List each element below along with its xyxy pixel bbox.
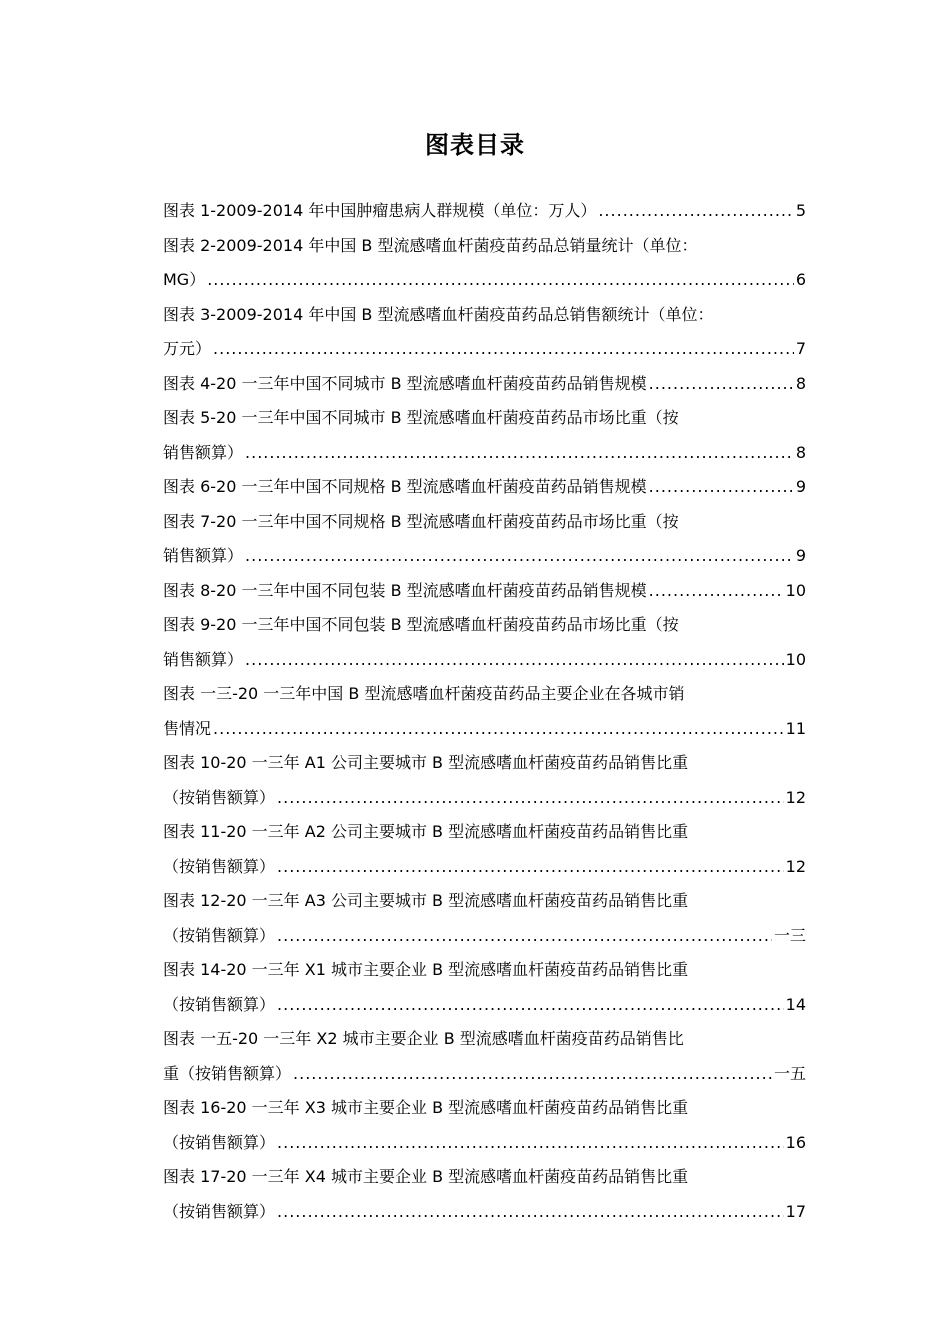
toc-dot-leader (207, 263, 794, 298)
toc-entry-last-line (163, 919, 806, 954)
toc-page-number: 16 (785, 1132, 806, 1152)
toc-page-number: 12 (785, 856, 806, 876)
toc-entry-line: 图表 一五-20 一三年 X2 城市主要企业 B 型流感嗜血杆菌疫苗药品销售比 (163, 1029, 684, 1048)
toc-entry-text: （按销售额算） (163, 925, 276, 945)
toc-entry-last-line (163, 1195, 806, 1230)
toc-entry-last-line (163, 643, 806, 678)
toc-dot-leader (245, 643, 784, 678)
toc-page-number: 17 (785, 1201, 806, 1221)
toc-dot-leader (245, 436, 794, 471)
toc-entry[interactable] (163, 194, 806, 229)
toc-page-number: 9 (795, 546, 806, 565)
toc-entry-last-line (163, 712, 806, 747)
toc-entry-last-line (163, 367, 806, 402)
toc-entry-line: 图表 3-2009-2014 年中国 B 型流感嗜血杆菌疫苗药品总销售额统计（单位： (163, 304, 714, 324)
toc-page-number: 10 (785, 580, 806, 600)
toc-dot-leader (277, 1195, 784, 1230)
toc-entry-text: （按销售额算） (163, 787, 276, 807)
toc-entry-last-line (163, 574, 806, 609)
toc-entry-line: 图表 14-20 一三年 X1 城市主要企业 B 型流感嗜血杆菌疫苗药品销售比重 (163, 960, 689, 979)
toc-entry-text: 售情况 (163, 718, 212, 738)
toc-entry-line: 图表 16-20 一三年 X3 城市主要企业 B 型流感嗜血杆菌疫苗药品销售比重 (163, 1098, 689, 1117)
toc-entry-text: 图表 1-2009-2014 年中国肿瘤患病人群规模（单位：万人） (163, 201, 597, 220)
toc-entry[interactable] (163, 1160, 806, 1229)
toc-entry-text: MG） (163, 270, 206, 289)
toc-page-number: 14 (785, 994, 806, 1014)
toc-dot-leader (277, 988, 784, 1023)
toc-entry-last-line (163, 470, 806, 505)
toc-entry-line: 图表 17-20 一三年 X4 城市主要企业 B 型流感嗜血杆菌疫苗药品销售比重 (163, 1167, 689, 1186)
toc-entry-text: （按销售额算） (163, 856, 276, 876)
toc-entry-last-line (163, 1057, 806, 1092)
toc-entry[interactable] (163, 815, 806, 884)
toc-dot-leader (213, 332, 794, 367)
toc-entry[interactable] (163, 367, 806, 402)
toc-entry-line: 图表 12-20 一三年 A3 公司主要城市 B 型流感嗜血杆菌疫苗药品销售比重 (163, 891, 689, 910)
toc-dot-leader (213, 712, 784, 747)
toc-entry-line: 图表 2-2009-2014 年中国 B 型流感嗜血杆菌疫苗药品总销量统计（单位： (163, 235, 698, 255)
toc-entry-text: 图表 8-20 一三年中国不同包装 B 型流感嗜血杆菌疫苗药品销售规模 (163, 580, 647, 600)
toc-entry-last-line (163, 988, 806, 1023)
toc-entry[interactable] (163, 608, 806, 677)
toc-dot-leader (293, 1057, 772, 1092)
toc-entry[interactable] (163, 1022, 806, 1091)
toc-page-number: 9 (795, 477, 806, 496)
toc-entry[interactable] (163, 746, 806, 815)
toc-entry-last-line (163, 332, 806, 367)
toc-entry-last-line (163, 850, 806, 885)
toc-entry-text: （按销售额算） (163, 1201, 276, 1221)
toc-dot-leader (649, 367, 794, 402)
toc-entry[interactable] (163, 953, 806, 1022)
toc-page-number: 8 (795, 442, 806, 462)
toc-page-number: 11 (785, 718, 806, 738)
toc-entry-line: 图表 11-20 一三年 A2 公司主要城市 B 型流感嗜血杆菌疫苗药品销售比重 (163, 822, 689, 841)
toc-page-number: 一五 (773, 1063, 806, 1083)
toc-entry-line: 图表 7-20 一三年中国不同规格 B 型流感嗜血杆菌疫苗药品市场比重（按 (163, 511, 679, 531)
toc-entry-text: （按销售额算） (163, 994, 276, 1014)
toc-entry-line: 图表 9-20 一三年中国不同包装 B 型流感嗜血杆菌疫苗药品市场比重（按 (163, 615, 679, 634)
toc-entry[interactable] (163, 1091, 806, 1160)
page-title: 图表目录 (425, 131, 525, 159)
toc-page-number: 10 (785, 649, 806, 669)
toc-entry[interactable] (163, 505, 806, 574)
toc-dot-leader (277, 781, 784, 816)
toc-entry-text: 图表 4-20 一三年中国不同城市 B 型流感嗜血杆菌疫苗药品销售规模 (163, 373, 647, 393)
toc-entry-text: 重（按销售额算） (163, 1063, 292, 1083)
toc-page-number: 8 (795, 373, 806, 393)
toc-page-number: 6 (795, 270, 806, 289)
toc-entry-text: （按销售额算） (163, 1132, 276, 1152)
toc-entry-line: 图表 一三-20 一三年中国 B 型流感嗜血杆菌疫苗药品主要企业在各城市销 (163, 684, 685, 703)
toc-entry-text: 销售额算） (163, 546, 244, 565)
toc-entry[interactable] (163, 677, 806, 746)
toc-page-number: 12 (785, 787, 806, 807)
toc-entry-text: 图表 6-20 一三年中国不同规格 B 型流感嗜血杆菌疫苗药品销售规模 (163, 477, 647, 496)
toc-entry-line: 图表 10-20 一三年 A1 公司主要城市 B 型流感嗜血杆菌疫苗药品销售比重 (163, 753, 689, 772)
toc-entry[interactable] (163, 574, 806, 609)
toc-entry-line: 图表 5-20 一三年中国不同城市 B 型流感嗜血杆菌疫苗药品市场比重（按 (163, 408, 679, 427)
toc-entry-last-line (163, 539, 806, 574)
toc-dot-leader (277, 1126, 784, 1161)
toc-entry[interactable] (163, 229, 806, 298)
toc-entry-last-line (163, 781, 806, 816)
toc-dot-leader (649, 574, 784, 609)
toc-entry-text: 销售额算） (163, 442, 244, 462)
table-of-figures (163, 194, 806, 1229)
toc-entry[interactable] (163, 884, 806, 953)
toc-entry-text: 万元） (163, 339, 212, 358)
toc-page-number: 7 (795, 339, 806, 358)
toc-page-number: 5 (795, 201, 806, 220)
toc-dot-leader (649, 470, 794, 505)
toc-entry[interactable] (163, 298, 806, 367)
toc-page-number: 一三 (773, 925, 806, 945)
toc-entry-text: 销售额算） (163, 649, 244, 669)
toc-entry-last-line (163, 436, 806, 471)
toc-entry[interactable] (163, 470, 806, 505)
toc-dot-leader (277, 919, 772, 954)
toc-dot-leader (277, 850, 784, 885)
toc-dot-leader (245, 539, 794, 574)
toc-entry-last-line (163, 194, 806, 229)
toc-dot-leader (598, 194, 793, 229)
toc-entry-last-line (163, 263, 806, 298)
toc-entry-last-line (163, 1126, 806, 1161)
toc-entry[interactable] (163, 401, 806, 470)
